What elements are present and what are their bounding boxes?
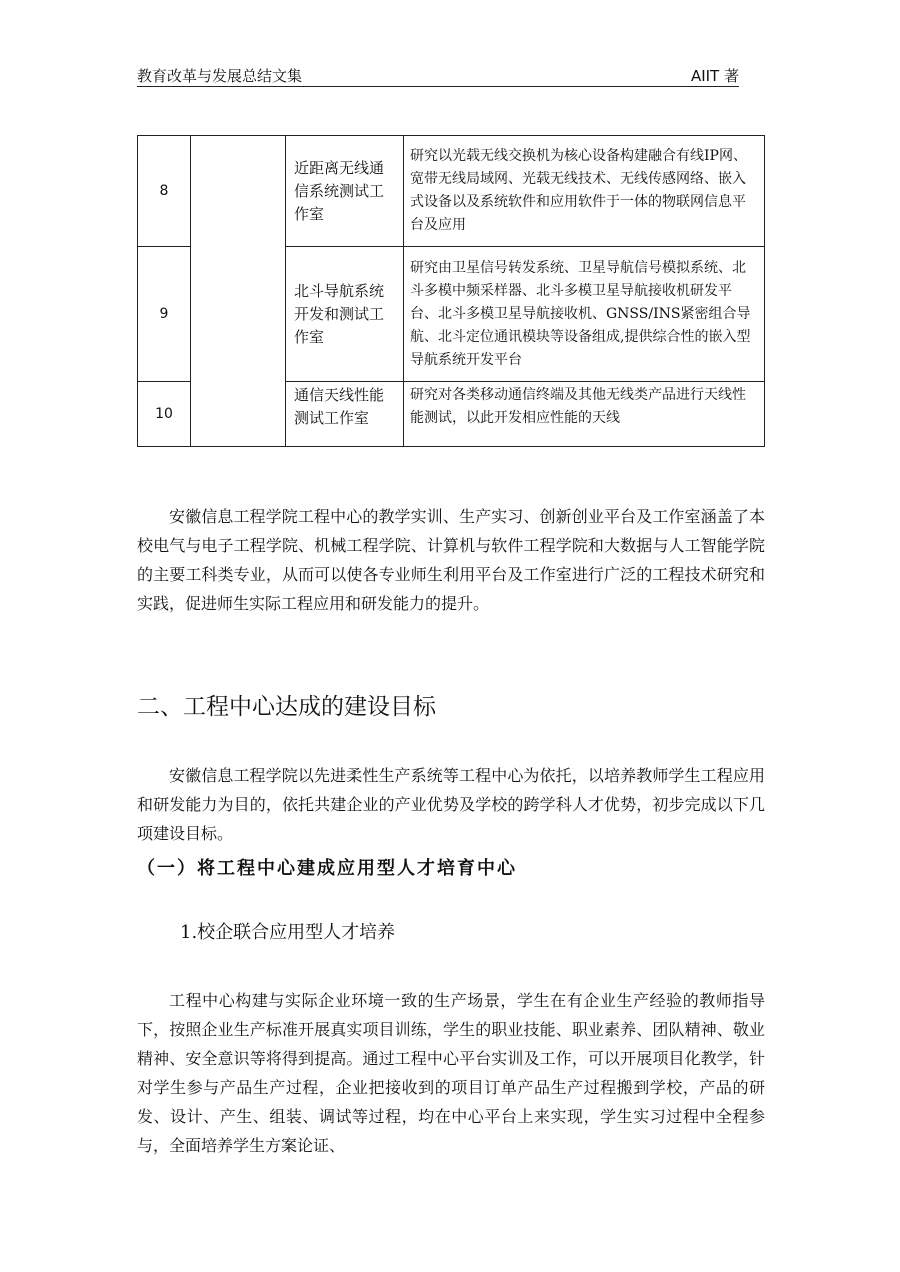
lab-name: 北斗导航系统开发和测试工作室 [286,247,404,382]
row-number: 8 [138,136,191,247]
body-paragraph: 安徽信息工程学院工程中心的教学实训、生产实习、创新创业平台及工作室涵盖了本校电气与电子工程学院、机械工程学院、计算机与软件工程学院和大数据与人工智能学院的主要工科类专业，从而可以使各专业师生利用平台及工作室进行广泛的工程技术研究和实践，促进师生实际工程应用和研发能力的提升。 [137,507,765,613]
lab-description: 研究以光载无线交换机为核心设备构建融合有线IP网、宽带无线局域网、光载无线技术、无线传感网络、嵌入式设备以及系统软件和应用软件于一体的物联网信息平台及应用 [404,136,765,247]
item-heading: 1.校企联合应用型人才培养 [180,922,396,943]
table-row [138,136,765,247]
lab-name: 通信天线性能测试工作室 [286,382,404,447]
lab-name: 近距离无线通信系统测试工作室 [286,136,404,247]
page-header [137,66,739,87]
merged-blank-cell [191,136,286,447]
row-number: 10 [138,382,191,447]
body-paragraph: 工程中心构建与实际企业环境一致的生产场景，学生在有企业生产经验的教师指导下，按照企业生产标准开展真实项目训练，学生的职业技能、职业素养、团队精神、敬业精神、安全意识等将得到提高。通过工程中心平台实训及工作，可以开展项目化教学，针对学生参与产品生产过程，企业把接收到的项目订单产品生产过程搬到学校，产品的研发、设计、产生、组装、调试等过程，均在中心平台上来实现，学生实习过程中全程参与，全面培养学生方案论证、 [137,991,765,1155]
lab-table [137,135,765,447]
header-book-title: 教育改革与发展总结文集 [137,67,303,85]
subsection-heading: （一）将工程中心建成应用型人才培育中心 [137,858,517,879]
header-author: AIIT 著 [690,67,739,85]
row-number: 9 [138,247,191,382]
body-paragraph: 安徽信息工程学院以先进柔性生产系统等工程中心为依托，以培养教师学生工程应用和研发能力为目的，依托共建企业的产业优势及学校的跨学科人才优势，初步完成以下几项建设目标。 [137,766,765,843]
lab-description: 研究对各类移动通信终端及其他无线类产品进行天线性能测试，以此开发相应性能的天线 [404,382,765,447]
section-heading: 二、工程中心达成的建设目标 [137,694,436,720]
lab-description: 研究由卫星信号转发系统、卫星导航信号模拟系统、北斗多模中频采样器、北斗多模卫星导航接收机研发平台、北斗多模卫星导航接收机、GNSS/INS紧密组合导航、北斗定位通讯模块等设备组成,提供综合性的嵌入型导航系统开发平台 [404,247,765,382]
